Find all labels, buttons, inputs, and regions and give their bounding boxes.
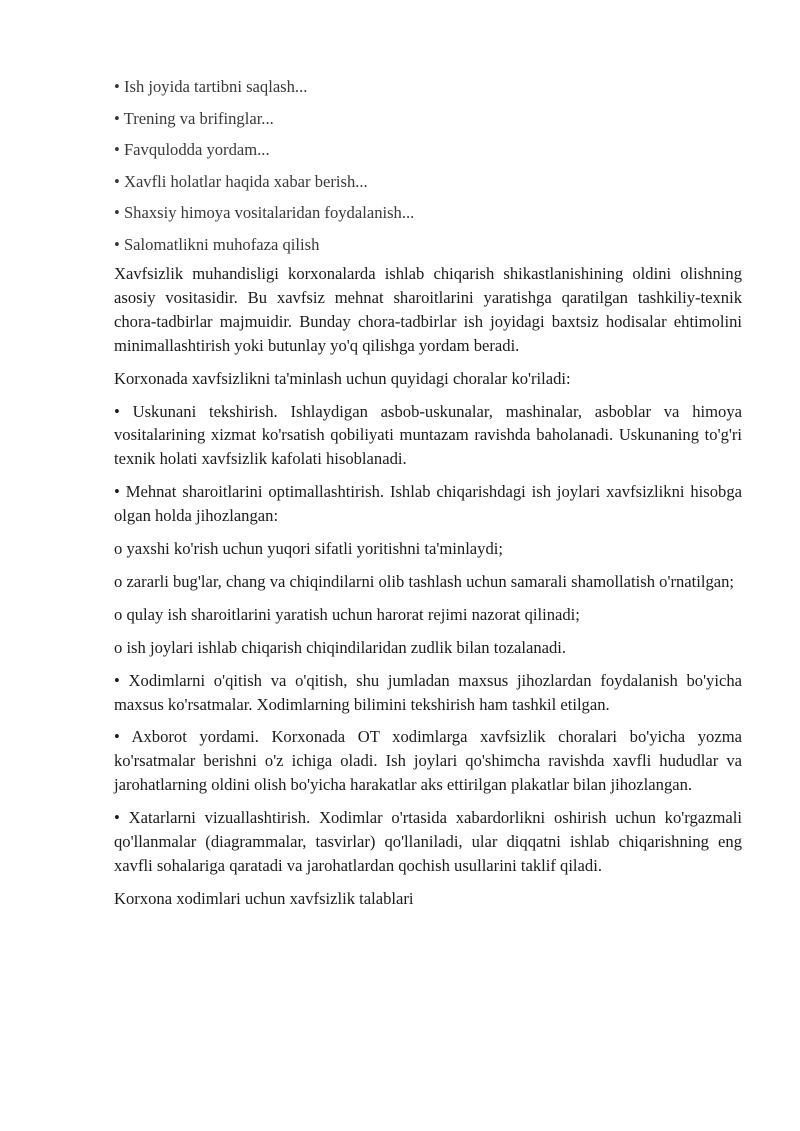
bullet-item: • Shaxsiy himoya vositalaridan foydalanish...: [114, 203, 415, 223]
bullet-item: • Salomatlikni muhofaza qilish: [114, 234, 320, 254]
sub-item-lighting: o yaxshi ko'rish uchun yuqori sifatli yoritishni ta'minlaydi;: [114, 539, 503, 559]
bullet-item: • Xavfli holatlar haqida xabar berish...: [114, 171, 368, 191]
paragraph-measures-lead: Korxonada xavfsizlikni ta'minlash uchun quyidagi choralar ko'riladi:: [114, 368, 571, 388]
paragraph-risk-visualization: • Xatarlarni vizuallashtirish. Xodimlar o'rtasida xabardorlikni oshirish uchun ko'rgazmali qo'llanmalar (diagrammalar, tasvirlar) qo'llaniladi, ular diqqatni ishlab chiqarishning eng xavfli sohalariga qaratadi va jarohatlardan qochish usullarini taklif qiladi.: [114, 808, 742, 875]
sub-item-temperature: o qulay ish sharoitlarini yaratish uchun harorat rejimi nazorat qilinadi;: [114, 604, 580, 624]
bullet-list: [114, 76, 742, 256]
document-body: [114, 76, 742, 920]
paragraph-intro: Xavfsizlik muhandisligi korxonalarda ishlab chiqarish shikastlanishining oldini olishning asosiy vositasidir. Bu xavfsiz mehnat sharoitlarini yaratishga qaratilgan tashkiliy-texnik chora-tadbirlar majmuidir. Bunday chora-tadbirlar ish joyidagi baxtsiz hodisalar ehtimolini minimallashtirish yoki butunlay yo'q qilishga yordam beradi.: [114, 263, 742, 355]
paragraph-equipment-check: • Uskunani tekshirish. Ishlaydigan asbob-uskunalar, mashinalar, asboblar va himoya vositalarining xizmat ko'rsatish qobiliyati muntazam ravishda baholanadi. Uskunaning to'g'ri texnik holati xavfsizlik kafolati hisoblanadi.: [114, 401, 742, 469]
sub-item-ventilation: o zararli bug'lar, chang va chiqindilarni olib tashlash uchun samarali shamollatish o'rnatilgan;: [114, 571, 735, 591]
section-heading: Korxona xodimlari uchun xavfsizlik talablari: [114, 888, 414, 908]
sub-item-cleaning: o ish joylari ishlab chiqarish chiqindilaridan zudlik bilan tozalanadi.: [114, 637, 567, 657]
paragraph-information-support: • Axborot yordami. Korxonada OT xodimlarga xavfsizlik choralari bo'yicha yozma ko'rsatmalar berishni o'z ichiga oladi. Ish joylari qo'shimcha ravishda xavfli hududlar va jarohatlarning oldini olish bo'yicha harakatlar aks ettirilgan plakatlar bilan jihozlangan.: [114, 727, 742, 795]
bullet-item: • Ish joyida tartibni saqlash...: [114, 77, 308, 96]
paragraph-training: • Xodimlarni o'qitish va o'qitish, shu jumladan maxsus jihozlardan foydalanish bo'yicha maxsus ko'rsatmalar. Xodimlarning bilimini tekshirish ham tashkil etilgan.: [114, 670, 742, 714]
bullet-item: • Favqulodda yordam...: [114, 140, 270, 160]
bullet-item: • Trening va brifinglar...: [114, 108, 274, 128]
paragraph-work-conditions: • Mehnat sharoitlarini optimallashtirish. Ishlab chiqarishdagi ish joylari xavfsizlikni hisobga olgan holda jihozlangan:: [114, 482, 742, 526]
